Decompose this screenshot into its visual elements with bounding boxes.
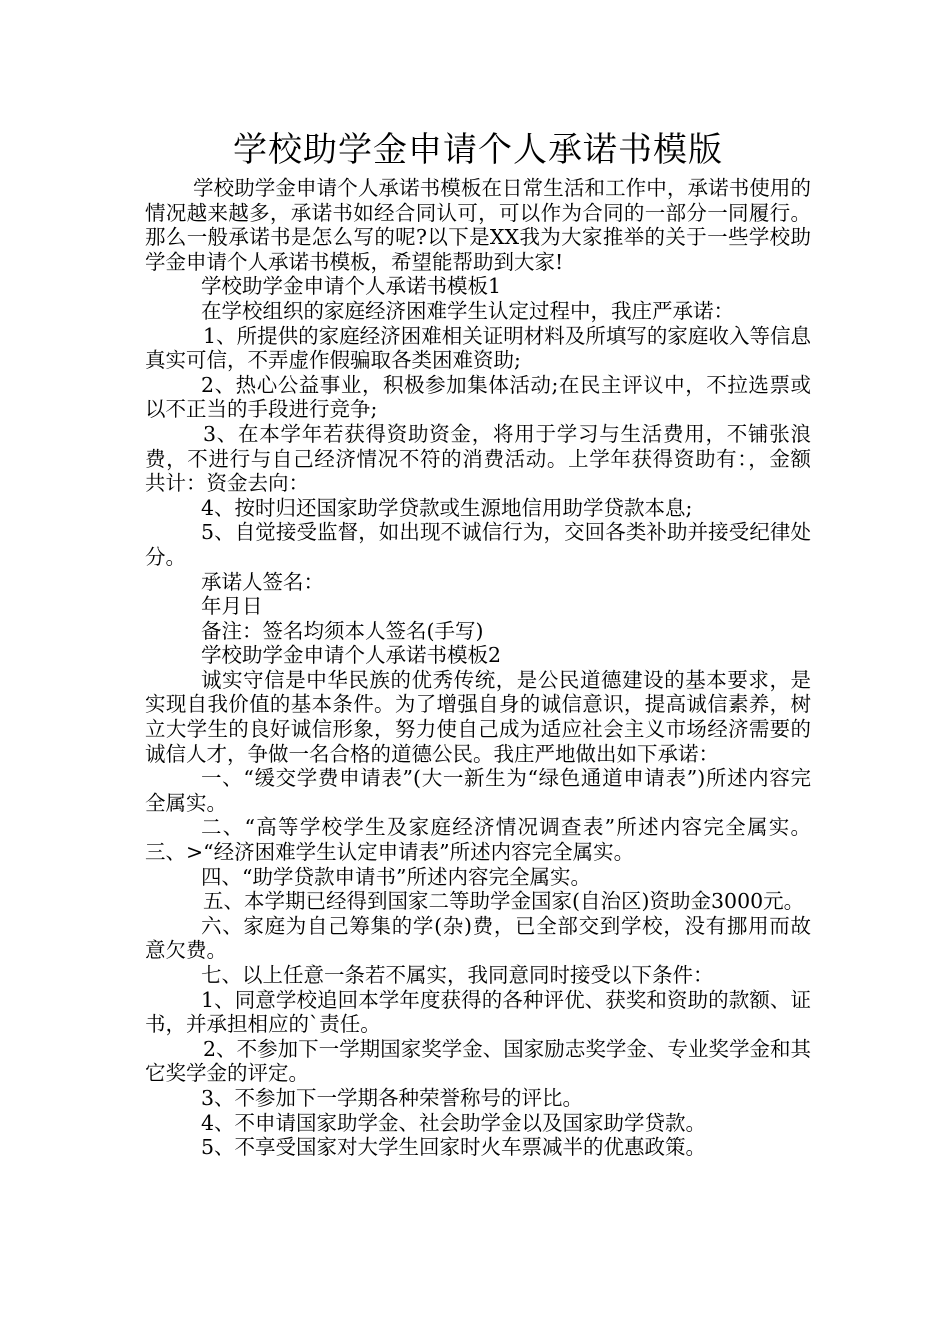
condition-item-3: 3、不参加下一学期各种荣誉称号的评比。 xyxy=(201,1085,584,1110)
pledge-item-two-three: 二、“高等学校学生及家庭经济情况调查表”所述内容完全属实。三、>“经济困难学生认定申请表”所述内容完全属实。 xyxy=(145,815,811,865)
date-line: 年月日 xyxy=(201,594,263,619)
pledge-item-four: 四、“助学贷款申请书”所述内容完全属实。 xyxy=(201,864,591,889)
template-1-heading: 学校助学金申请个人承诺书模板1 xyxy=(201,274,502,299)
pledge-item-1: 1、所提供的家庭经济困难相关证明材料及所填写的家庭收入等信息真实可信，不弄虚作假骗取各类困难资助; xyxy=(145,323,811,373)
paragraph: 在学校组织的家庭经济困难学生认定过程中，我庄严承诺： xyxy=(201,298,734,323)
pledge-item-5: 5、自觉接受监督，如出现不诚信行为，交回各类补助并接受纪律处分。 xyxy=(145,520,811,569)
paragraph: 诚实守信是中华民族的优秀传统，是公民道德建设的基本要求，是实现自我价值的基本条件。为了增强自身的诚信意识，提高诚信素养，树立大学生的良好诚信形象，努力使自己成为适应社会主义市场经济需要的诚信人才，争做一名合格的道德公民。我庄严地做出如下承诺： xyxy=(145,667,811,766)
condition-item-4: 4、不申请国家助学金、社会助学金以及国家助学贷款。 xyxy=(201,1110,707,1135)
pledge-item-five: 五、本学期已经得到国家二等助学金国家(自治区)资助金3000元。 xyxy=(203,889,805,914)
pledge-item-2: 2、热心公益事业，积极参加集体活动;在民主评议中，不拉选票或以不正当的手段进行竞争; xyxy=(145,372,811,422)
remark-line: 备注：签名均须本人签名(手写) xyxy=(201,618,484,643)
pledge-item-one: 一、“缓交学费申请表”(大一新生为“绿色通道申请表”)所述内容完全属实。 xyxy=(145,766,811,815)
pledge-item-six: 六、家庭为自己筹集的学(杂)费，已全部交到学校，没有挪用而故意欠费。 xyxy=(145,913,811,963)
condition-item-2: 2、不参加下一学期国家奖学金、国家励志奖学金、专业奖学金和其它奖学金的评定。 xyxy=(145,1036,811,1086)
signature-line: 承诺人签名： xyxy=(201,569,324,594)
document-page xyxy=(145,128,811,1160)
pledge-item-4: 4、按时归还国家助学贷款或生源地信用助学贷款本息; xyxy=(201,495,693,520)
condition-item-1: 1、同意学校追回本学年度获得的各种评优、获奖和资助的款额、证书，并承担相应的`责任。 xyxy=(145,987,811,1037)
pledge-item-seven: 七、以上任意一条若不属实，我同意同时接受以下条件： xyxy=(201,963,714,987)
document-title: 学校助学金申请个人承诺书模版 xyxy=(233,130,723,170)
template-2-heading: 学校助学金申请个人承诺书模板2 xyxy=(201,643,502,668)
pledge-item-3: 3、在本学年若获得资助资金，将用于学习与生活费用，不铺张浪费，不进行与自己经济情况不符的消费活动。上学年获得资助有：，金额共计：资金去向： xyxy=(145,421,811,496)
intro-paragraph: 学校助学金申请个人承诺书模板在日常生活和工作中，承诺书使用的情况越来越多，承诺书如经合同认可，可以作为合同的一部分一同履行。那么一般承诺书是怎么写的呢?以下是XX我为大家推举的关于一些学校助学金申请个人承诺书模板，希望能帮助到大家! xyxy=(145,176,811,274)
condition-item-5: 5、不享受国家对大学生回家时火车票减半的优惠政策。 xyxy=(201,1135,707,1160)
